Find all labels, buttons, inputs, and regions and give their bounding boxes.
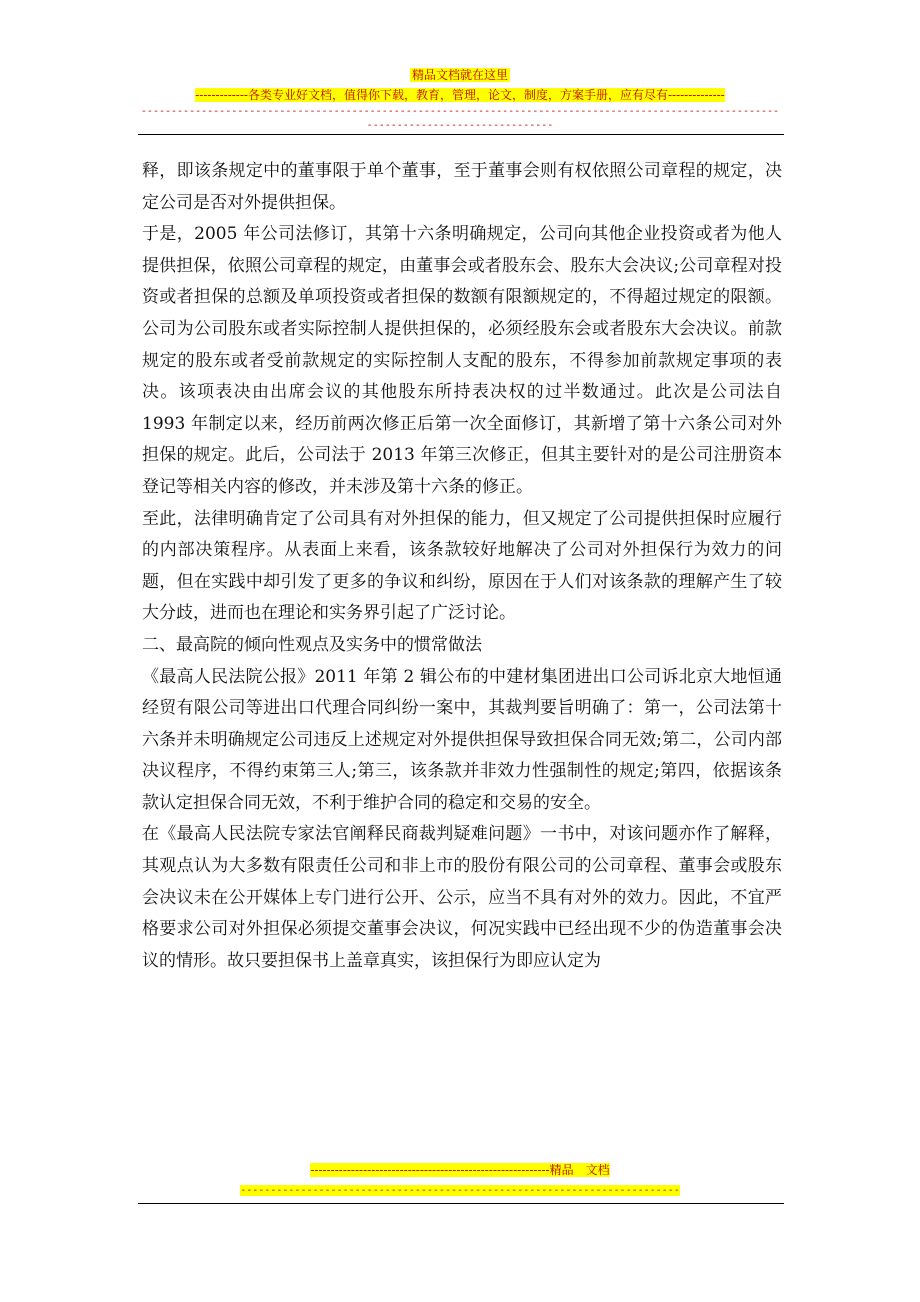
header-title-row xyxy=(0,66,920,84)
section-heading: 二、最高院的倾向性观点及实务中的惯常做法 xyxy=(142,634,482,655)
paragraph: 《最高人民法院公报》2011 年第 2 辑公布的中建材集团进出口公司诉北京大地恒通经贸有限公司等进出口代理合同纠纷一案中，其裁判要旨明确了：第一，公司法第十六条并未明确规定公司违反上述规定对外提供担保导致担保合同无效;第二，公司内部决议程序，不得约束第三人;第三，该条款并非效力性强制性的规定;第四，依据该条款认定担保合同无效，不利于维护合同的稳定和交易的安全。 xyxy=(142,666,782,813)
footer-dash-row xyxy=(0,1180,920,1198)
footer-label-row xyxy=(0,1161,920,1179)
footer-dash-line: ------------------------------------------------------------------------- xyxy=(240,1185,680,1196)
header-dash-line: ----------------------------------------------------------------------------------------------------------------------------------------- xyxy=(140,106,780,131)
paragraph: 释，即该条规定中的董事限于单个董事，至于董事会则有权依照公司章程的规定，决定公司是否对外提供担保。 xyxy=(142,161,782,213)
footer-label: -----------------------------------------------------------精品 文档 xyxy=(310,1163,610,1177)
header-title: 精品文档就在这里 xyxy=(411,68,508,82)
document-body xyxy=(142,156,782,977)
header-subtitle: -------------各类专业好文档，值得你下载，教育，管理，论文，制度，方案手册，应有尽有-------------- xyxy=(195,88,725,102)
paragraph: 至此，法律明确肯定了公司具有对外担保的能力，但又规定了公司提供担保时应履行的内部决策程序。从表面上来看，该条款较好地解决了公司对外担保行为效力的问题，但在实践中却引发了更多的争议和纠纷，原因在于人们对该条款的理解产生了较大分歧，进而也在理论和实务界引起了广泛讨论。 xyxy=(142,508,782,624)
paragraph: 在《最高人民法院专家法官阐释民商裁判疑难问题》一书中，对该问题亦作了解释，其观点认为大多数有限责任公司和非上市的股份有限公司的公司章程、董事会或股东会决议未在公开媒体上专门进行公开、公示，应当不具有对外的效力。因此，不宜严格要求公司对外担保必须提交董事会决议，何况实践中已经出现不少的伪造董事会决议的情形。故只要担保书上盖章真实，该担保行为即应认定为 xyxy=(142,824,782,971)
paragraph: 于是，2005 年公司法修订，其第十六条明确规定，公司向其他企业投资或者为他人提供担保，依照公司章程的规定，由董事会或者股东会、股东大会决议;公司章程对投资或者担保的总额及单项投资或者担保的数额有限额规定的，不得超过规定的限额。公司为公司股东或者实际控制人提供担保的，必须经股东会或者股东大会决议。前款规定的股东或者受前款规定的实际控制人支配的股东，不得参加前款规定事项的表决。该项表决由出席会议的其他股东所持表决权的过半数通过。此次是公司法自 1993 年制定以来，经历前两次修正后第一次全面修订，其新增了第十六条公司对外担保的规定。此后，公司法于 2013 年第三次修正，但其主要针对的是公司注册资本登记等相关内容的修改，并未涉及第十六条的修正。 xyxy=(142,224,782,497)
header-subtitle-row xyxy=(0,86,920,104)
footer-rule xyxy=(138,1203,784,1204)
header-rule xyxy=(138,134,784,135)
